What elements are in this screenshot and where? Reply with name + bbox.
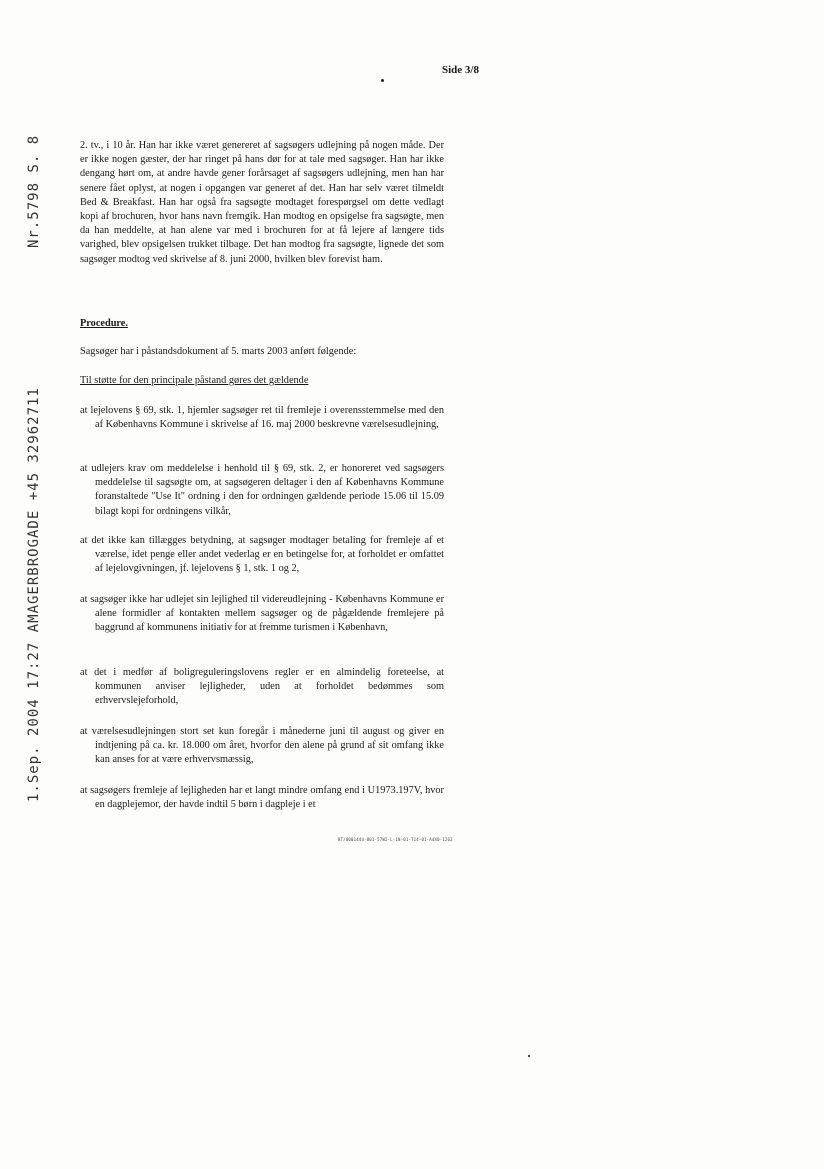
footer-code: BT/0001444-001-57W2-L-1N-01-T14-01-A4X0-1262 — [338, 837, 453, 842]
procedure-intro: Sagsøger har i påstandsdokument af 5. marts 2003 anført følgende: — [80, 346, 357, 357]
principal-heading: Til støtte for den principale påstand gøres det gældende — [80, 375, 309, 386]
list-item — [80, 784, 444, 812]
list-item-text: at sagsøgers fremleje af lejligheden har et langt mindre omfang end i U1973.197V, hvor en dagplejemor, der havde indtil 5 børn i dagpleje i et — [80, 785, 444, 811]
speck — [381, 79, 384, 82]
fax-header-top: Nr.5798 S. 8 — [26, 134, 42, 248]
intro-paragraph: 2. tv., i 10 år. Han har ikke været genereret af sagsøgers udlejning på nogen måde. Der er ikke nogen gæster, der har ringet på hans dør for at tale med sagsøger. Han har ikke dengang hørt om, at andre havde gener forårsaget af sagsøgers udlejning, men han har senere fået oplyst, at nogen i opgangen var generet af det. Han har selv været tilmeldt Bed & Breakfast. Han har også fra sagsøgte modtaget forespørgsel om dette vedlagt kopi af brochuren, hvor hans navn fremgik. Han modtog en opsigelse fra sagsøgte, men da han meddelte, at han alene var med i brochuren for at få lejere af længere tids varighed, blev opsigelsen trukket tilbage. Det han modtog fra sagsøgte, lignede det som sagsøger modtog ved skrivelse af 8. juni 2000, hvilken blev forevist ham. — [80, 140, 444, 265]
list-item — [80, 725, 444, 768]
list-item — [80, 666, 444, 709]
speck — [528, 1055, 530, 1057]
list-item — [80, 534, 444, 577]
list-item — [80, 462, 444, 519]
list-item-text: at lejelovens § 69, stk. 1, hjemler sagsøger ret til fremleje i overensstemmelse med den af Københavns Kommune i skrivelse af 16. maj 2000 beskrevne værelsesudlejning, — [80, 405, 444, 431]
fax-header-bottom: 1.Sep. 2004 17:27 AMAGERBROGADE +45 32962711 — [26, 387, 42, 802]
list-item-text: at det i medfør af boligreguleringslovens regler er en almindelig foreteelse, at kommunen anviser lejligheder, uden at forholdet bedømmes som erhvervslejeforhold, — [80, 667, 444, 707]
list-item-text: at værelsesudlejningen stort set kun foregår i månederne juni til august og giver en indtjening på ca. kr. 18.000 om året, hvorfor den alene på grund af sit omfang ikke kan anses for at være erhvervsmæssig, — [80, 726, 444, 766]
list-item — [80, 404, 444, 432]
list-item-text: at sagsøger ikke har udlejet sin lejlighed til videreudlejning - Københavns Kommune er alene formidler af kontakten mellem sagsøger og de pågældende fremlejere på baggrund af kommunens initiativ for at fremme turismen i København, — [80, 594, 444, 634]
list-item — [80, 593, 444, 636]
list-item-text: at det ikke kan tillægges betydning, at sagsøger modtager betaling for fremleje af et værelse, idet penge eller andet vederlag er en betingelse for, at forholdet er omfattet af lejelovgivningen, jf. lejelovens § 1, stk. 1 og 2, — [80, 535, 444, 575]
list-item-text: at udlejers krav om meddelelse i henhold til § 69, stk. 2, er honoreret ved sagsøgers meddelelse til sagsøgte om, at sagsøgeren deltager i den af Københavns Kommune foranstaltede "Use It" ordning i den for ordningen gældende periode 15.06 til 15.09 bilagt kopi for ordningens vilkår, — [80, 463, 444, 517]
procedure-heading: Procedure. — [80, 318, 128, 329]
page-number: Side 3/8 — [442, 64, 479, 76]
